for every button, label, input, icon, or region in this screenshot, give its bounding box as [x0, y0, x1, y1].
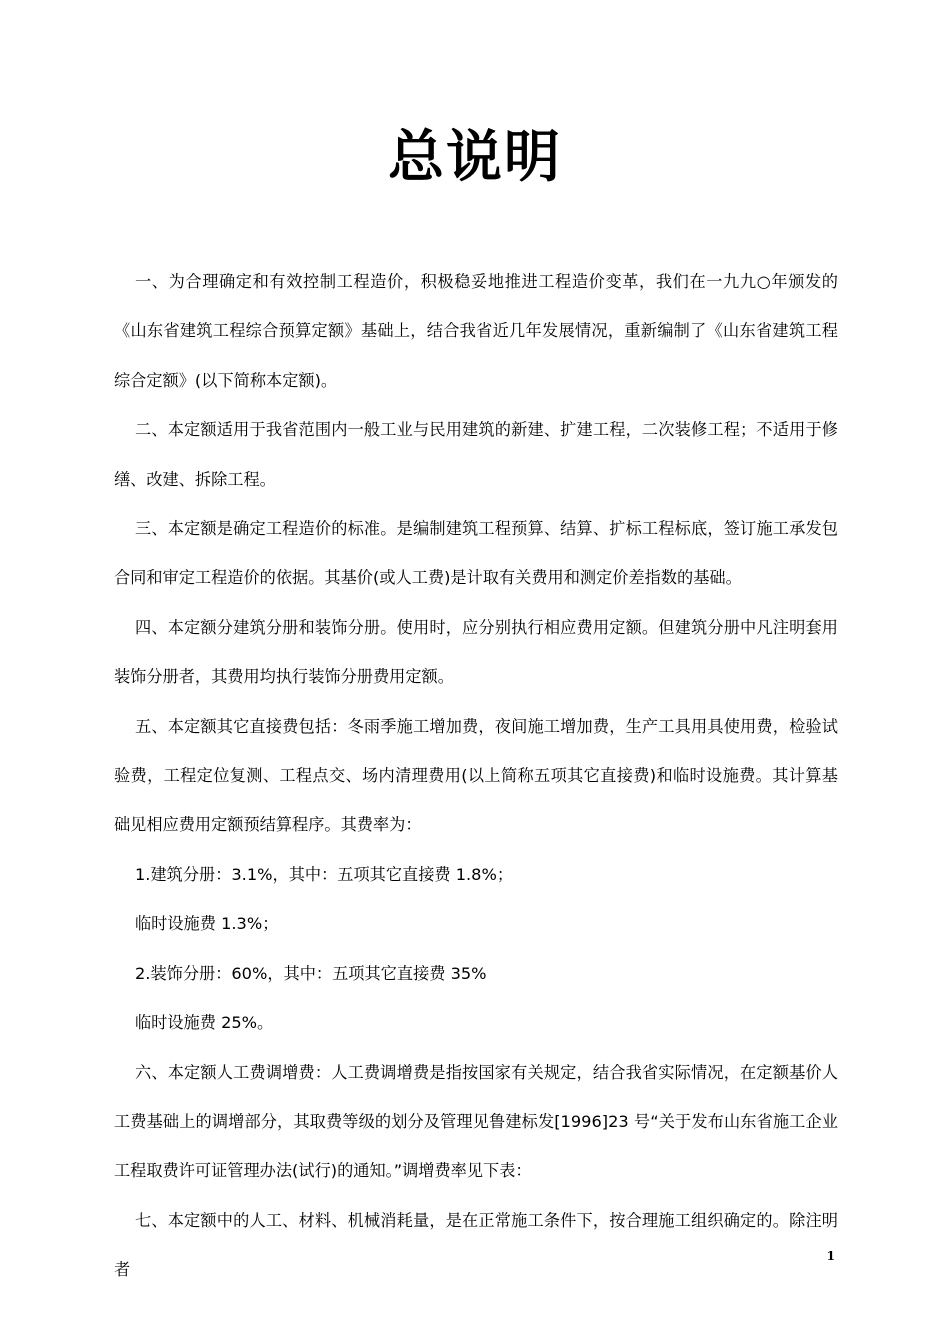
page-number: 1 [826, 1249, 835, 1263]
rate-line-4: 临时设施费 25%。 [135, 1013, 274, 1033]
page-title: 总说明 [388, 125, 562, 190]
paragraph-6: 六、本定额人工费调增费：人工费调增费是指按国家有关规定，结合我省实际情况，在定额基价人工费基础上的调增部分，其取费等级的划分及管理见鲁建标发[1996]23 号“关于发布山东省施工企业工程取费许可证管理办法(试行)的通知。”调增费率见下表： [114, 1062, 838, 1181]
paragraph-7: 七、本定额中的人工、材料、机械消耗量，是在正常施工条件下，按合理施工组织确定的。除注明者 [114, 1210, 838, 1280]
paragraph-3: 三、本定额是确定工程造价的标准。是编制建筑工程预算、结算、扩标工程标底，签订施工承发包合同和审定工程造价的依据。其基价(或人工费)是计取有关费用和测定价差指数的基础。 [114, 519, 838, 588]
paragraph-2: 二、本定额适用于我省范围内一般工业与民用建筑的新建、扩建工程，二次装修工程；不适用于修缮、改建、拆除工程。 [114, 420, 838, 489]
paragraph-5: 五、本定额其它直接费包括：冬雨季施工增加费，夜间施工增加费，生产工具用具使用费，检验试验费，工程定位复测、工程点交、场内清理费用(以上简称五项其它直接费)和临时设施费。其计算基础见相应费用定额预结算程序。其费率为： [114, 716, 838, 835]
paragraph-4: 四、本定额分建筑分册和装饰分册。使用时，应分别执行相应费用定额。但建筑分册中凡注明套用装饰分册者，其费用均执行装饰分册费用定额。 [114, 617, 838, 687]
rate-line-3: 2.装饰分册：60%，其中：五项其它直接费 35% [135, 963, 487, 983]
rate-line-2: 临时设施费 1.3%； [135, 914, 279, 934]
rate-line-1: 1.建筑分册：3.1%，其中：五项其它直接费 1.8%； [135, 864, 514, 884]
document-body [114, 257, 838, 1295]
paragraph-1: 一、为合理确定和有效控制工程造价，积极稳妥地推进工程造价变革，我们在一九九○年颁发的《山东省建筑工程综合预算定额》基础上，结合我省近几年发展情况，重新编制了《山东省建筑工程综合定额》(以下简称本定额)。 [114, 272, 838, 390]
